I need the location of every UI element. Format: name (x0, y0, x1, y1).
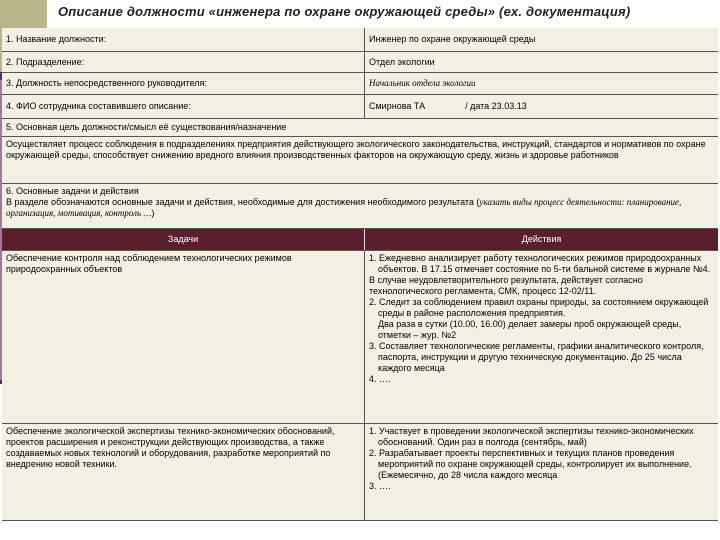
action-item: 3. Составляет технологические регламенты, графики аналитического контроля, паспорта, инструкции и другую техническую документацию. До 25 числа каждого месяца (369, 341, 704, 373)
field-row-department (2, 52, 718, 73)
field-label: 3. Должность непосредственного руководителя: (6, 78, 207, 88)
action-item: 1. Ежедневно анализирует работу технологических режимов природоохранных объектов. В 17.15 отмечает состояние по 5-ти бальной системе в журнале №4. (369, 253, 711, 274)
section-text: Осуществляет процесс соблюдения в подразделениях предприятия действующего экологического законодательства, инструкций, стандартов и нормативов по охране окружающей среды, способствует снижению вредного влияния производственных факторов на окружающую среду, жизнь и здоровье работников (6, 139, 706, 160)
note-italic-text: указать виды процесс деятельности: планирование, организация, мотивация, контроль … (6, 197, 682, 218)
actions-cell (365, 251, 718, 423)
field-value (365, 95, 718, 118)
section-6-row (2, 184, 718, 229)
action-item: 2. Разрабатывает проекты перспективных и текущих планов проведения мероприятий по охране окружающей среды, контролирует их выполнение. (Ежемесячно, до 28 числа каждого месяца (369, 448, 692, 480)
table-row (2, 251, 718, 424)
field-row-author (2, 95, 718, 119)
task-cell: Обеспечение контроля над соблюдением технологических режимов природоохранных объектов (6, 253, 292, 274)
field-value: Инженер по охране окружающей среды (369, 34, 536, 44)
page-title: Описание должности «инженера по охране окружающей среды» (ex. документация) (58, 4, 631, 19)
action-item: 4. …. (369, 374, 391, 384)
action-item: Два раза в сутки (10.00, 16.00) делает замеры проб окружающей среды, отметки – жур. №2 (378, 319, 682, 340)
action-item: В случае неудовлетворительного результата, действует согласно технологического регламента, СМК, процесс 12-02/11. (369, 275, 643, 296)
task-cell: Обеспечение экологической экспертизы технико-экономических обоснований, проектов расширения и реконструкции действующих производства, а также создаваемых новых технологий и оборудования, разработке мероприятий по внедрению новой техники. (6, 426, 335, 469)
table-header-row (2, 229, 718, 251)
action-item: 3. …. (369, 481, 391, 491)
actions-cell (365, 424, 718, 520)
note-text: В разделе обозначаются основные задачи и действия, необходимые для достижения необходимого результата ( (6, 197, 480, 207)
field-label: 2. Подразделение: (6, 56, 85, 67)
field-row-position (2, 28, 718, 52)
table-row (2, 424, 718, 521)
field-label: 1. Название должности: (6, 34, 107, 44)
column-header-tasks: Задачи (167, 234, 199, 244)
author-date: / дата 23.03.13 (465, 101, 527, 111)
author-name: Смирнова ТА (369, 101, 426, 111)
section-5-text-row (2, 137, 718, 184)
section-note (6, 197, 714, 219)
section-5-heading-row (2, 119, 718, 137)
action-item: 2. Следит за соблюдением правил охраны природы, за состоянием окружающей среды в районе расположения предприятия. (369, 297, 709, 318)
action-item: 1. Участвует в проведении экологической экспертизы технико-экономических обоснований. Один раз в полгода (сентябрь, май) (369, 426, 694, 447)
section-heading: 6. Основные задачи и действия (6, 186, 139, 196)
note-text-end: ) (151, 208, 155, 218)
field-row-supervisor (2, 73, 718, 95)
field-value: Отдел экологии (369, 56, 435, 67)
section-6-content (2, 184, 718, 228)
column-header-actions: Действия (521, 234, 562, 244)
section-heading: 5. Основная цель должности/смысл её существования/назначение (6, 122, 287, 132)
field-value: Начальник отдела экологии (369, 78, 476, 88)
field-label: 4. ФИО сотрудника составившего описание: (6, 101, 191, 111)
